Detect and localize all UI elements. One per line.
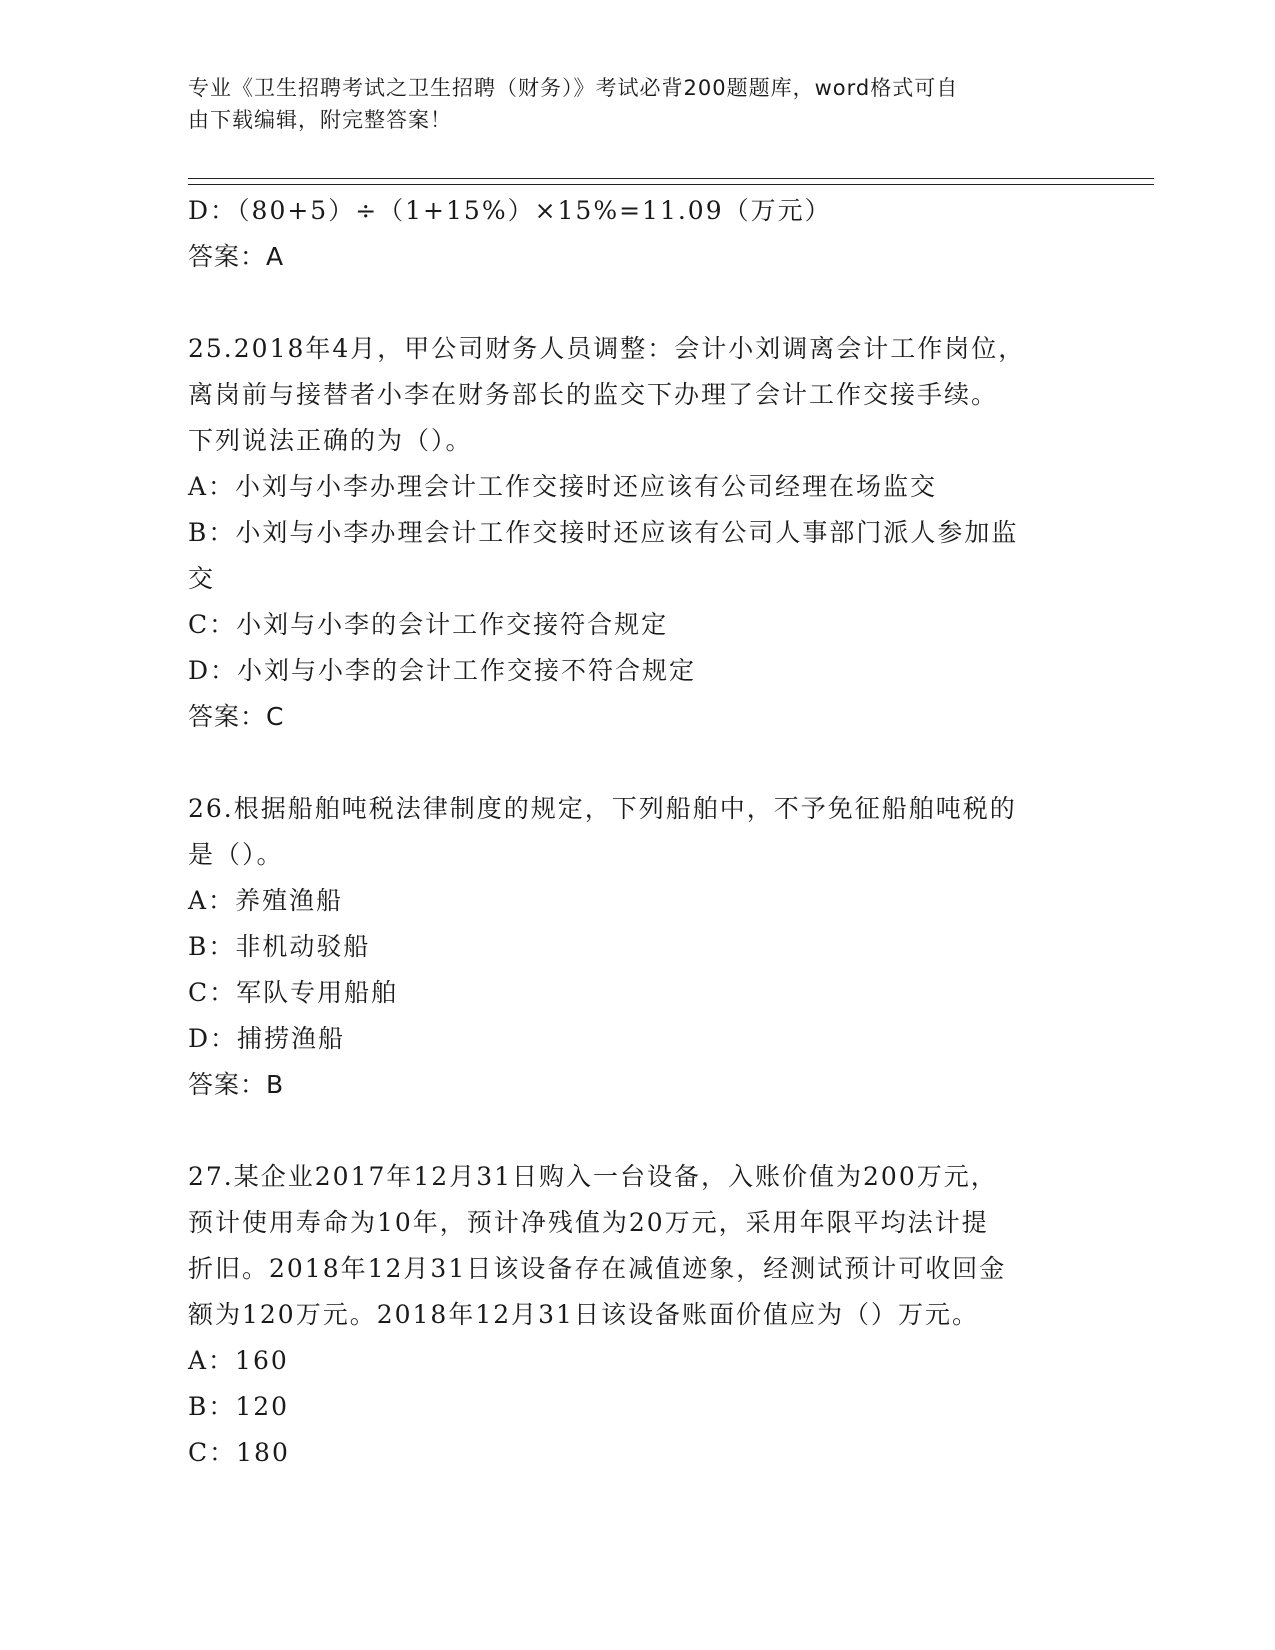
q25-stem-line-1: 25.2018年4月，甲公司财务人员调整：会计小刘调离会计工作岗位，: [188, 334, 1026, 363]
q26-stem-line-1: 26.根据船舶吨税法律制度的规定，下列船舶中，不予免征船舶吨税的: [188, 794, 1017, 823]
page-header: [188, 72, 1068, 136]
q25-option-d: D：小刘与小李的会计工作交接不符合规定: [188, 656, 697, 685]
document-body: [188, 188, 1088, 1476]
q27-option-b: B：120: [188, 1392, 290, 1421]
q27-stem-line-2: 预计使用寿命为10年，预计净残值为20万元，采用年限平均法计提: [188, 1208, 989, 1237]
q27-option-a: A：160: [188, 1346, 289, 1375]
header-line-2: 由下载编辑，附完整答案！: [188, 108, 452, 132]
spacer: [188, 1108, 1088, 1154]
q26-option-c: C：军队专用船舶: [188, 978, 399, 1007]
q26-stem-line-2: 是（）。: [188, 840, 284, 869]
q27-stem-line-4: 额为120万元。2018年12月31日该设备账面价值应为（）万元。: [188, 1300, 979, 1329]
q27-stem-line-3: 折旧。2018年12月31日该设备存在减值迹象，经测试预计可收回金: [188, 1254, 1007, 1283]
prev-question-answer: 答案：A: [188, 242, 285, 271]
q27-option-c: C：180: [188, 1438, 290, 1467]
q25-option-b-line-2: 交: [188, 564, 216, 593]
q26-answer: 答案：B: [188, 1070, 285, 1099]
header-line-1: 专业《卫生招聘考试之卫生招聘（财务）》考试必背200题题库，word格式可自: [188, 76, 959, 100]
q25-option-c: C：小刘与小李的会计工作交接符合规定: [188, 610, 669, 639]
spacer: [188, 280, 1088, 326]
q26-option-b: B：非机动驳船: [188, 932, 371, 961]
q27-stem-line-1: 27.某企业2017年12月31日购入一台设备，入账价值为200万元，: [188, 1162, 998, 1191]
q25-stem-line-3: 下列说法正确的为（）。: [188, 426, 473, 455]
question-25: [188, 326, 1088, 740]
header-divider-top: [188, 178, 1154, 179]
q26-option-d: D：捕捞渔船: [188, 1024, 346, 1053]
header-divider-bottom: [188, 184, 1154, 185]
question-27: [188, 1154, 1088, 1476]
q25-option-a: A：小刘与小李办理会计工作交接时还应该有公司经理在场监交: [188, 472, 938, 501]
q25-answer: 答案：C: [188, 702, 285, 731]
spacer: [188, 740, 1088, 786]
q25-option-b-line-1: B：小刘与小李办理会计工作交接时还应该有公司人事部门派人参加监: [188, 518, 1019, 547]
q26-option-a: A：养殖渔船: [188, 886, 344, 915]
question-26: [188, 786, 1088, 1108]
prev-question-option-d: D：（80+5）÷（1+15%）×15%=11.09（万元）: [188, 196, 832, 225]
q25-stem-line-2: 离岗前与接替者小李在财务部长的监交下办理了会计工作交接手续。: [188, 380, 999, 409]
